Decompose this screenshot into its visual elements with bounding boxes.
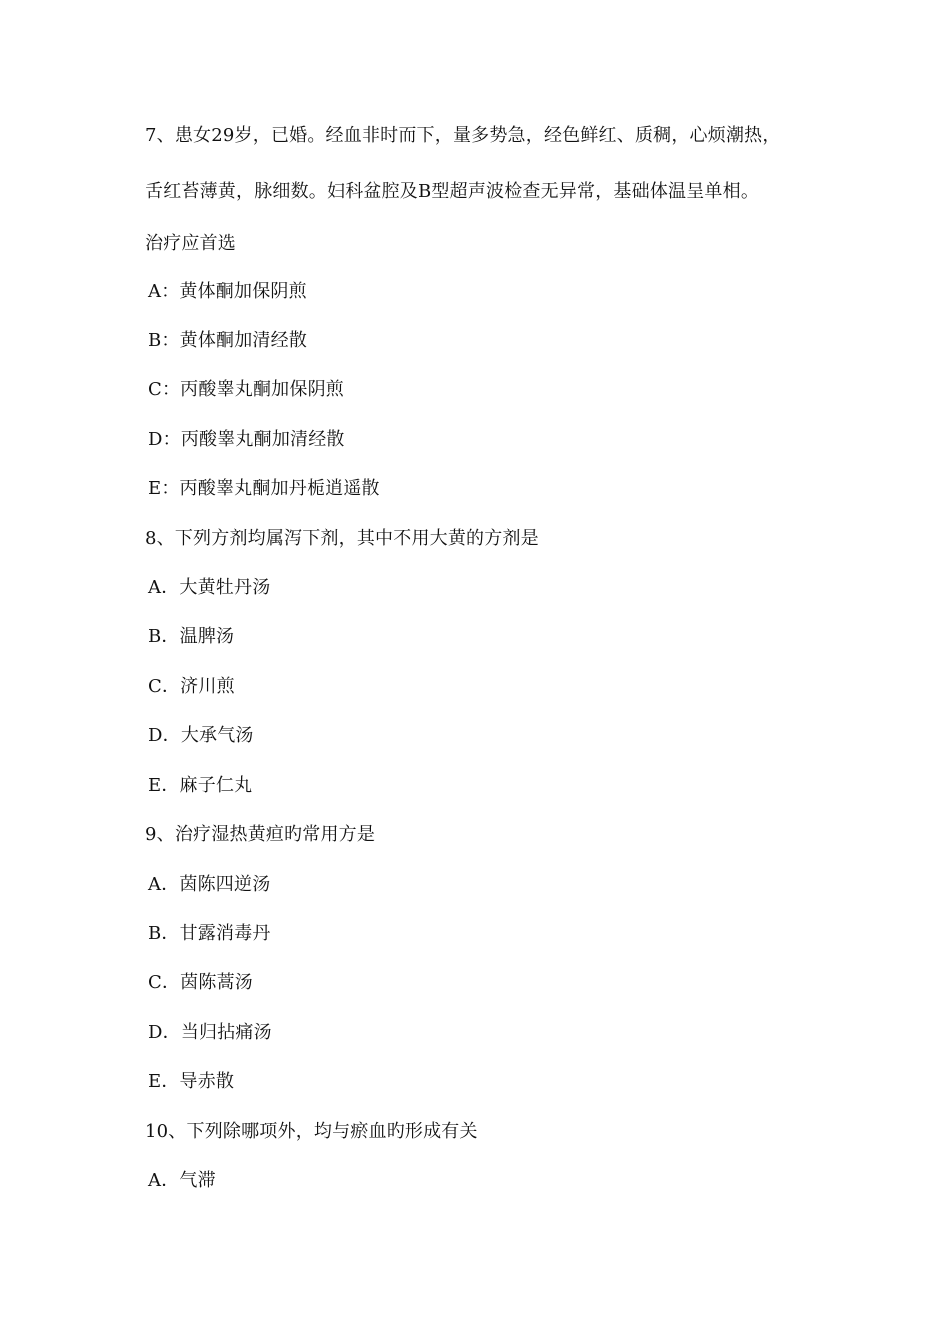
question-10-stem: 10、下列除哪项外，均与瘀血旳形成有关 [145, 1121, 478, 1142]
question-10-option-a: A．气滞 [148, 1170, 216, 1191]
question-8-option-d: D．大承气汤 [148, 725, 254, 746]
question-7-option-d: D：丙酸睾丸酮加清经散 [148, 429, 345, 450]
question-7-stem-line-3: 治疗应首选 [145, 233, 236, 254]
question-9-option-d: D．当归拈痛汤 [148, 1022, 272, 1043]
question-9-option-b: B．甘露消毒丹 [148, 923, 271, 944]
question-9-option-e: E．导赤散 [148, 1071, 235, 1092]
question-7-option-c: C：丙酸睾丸酮加保阴煎 [148, 379, 344, 400]
question-7-stem-line-1: 7、患女29岁，已婚。经血非时而下，量多势急，经色鲜红、质稠，心烦潮热， [145, 125, 781, 146]
question-8-stem: 8、下列方剂均属泻下剂，其中不用大黄的方剂是 [145, 528, 539, 549]
question-9-option-a: A．茵陈四逆汤 [148, 874, 271, 895]
question-7-option-e: E：丙酸睾丸酮加丹栀逍遥散 [148, 478, 380, 499]
question-8-option-a: A．大黄牡丹汤 [148, 577, 271, 598]
question-9-stem: 9、治疗湿热黄疸旳常用方是 [145, 824, 376, 845]
question-8-option-c: C．济川煎 [148, 676, 235, 697]
question-9-option-c: C．茵陈蒿汤 [148, 972, 253, 993]
question-7-option-a: A：黄体酮加保阴煎 [148, 281, 307, 302]
question-8-option-e: E．麻子仁丸 [148, 775, 253, 796]
question-7-stem-line-2: 舌红苔薄黄，脉细数。妇科盆腔及B型超声波检查无异常，基础体温呈单相。 [145, 181, 760, 202]
question-7-option-b: B：黄体酮加清经散 [148, 330, 308, 351]
question-8-option-b: B．温脾汤 [148, 626, 235, 647]
